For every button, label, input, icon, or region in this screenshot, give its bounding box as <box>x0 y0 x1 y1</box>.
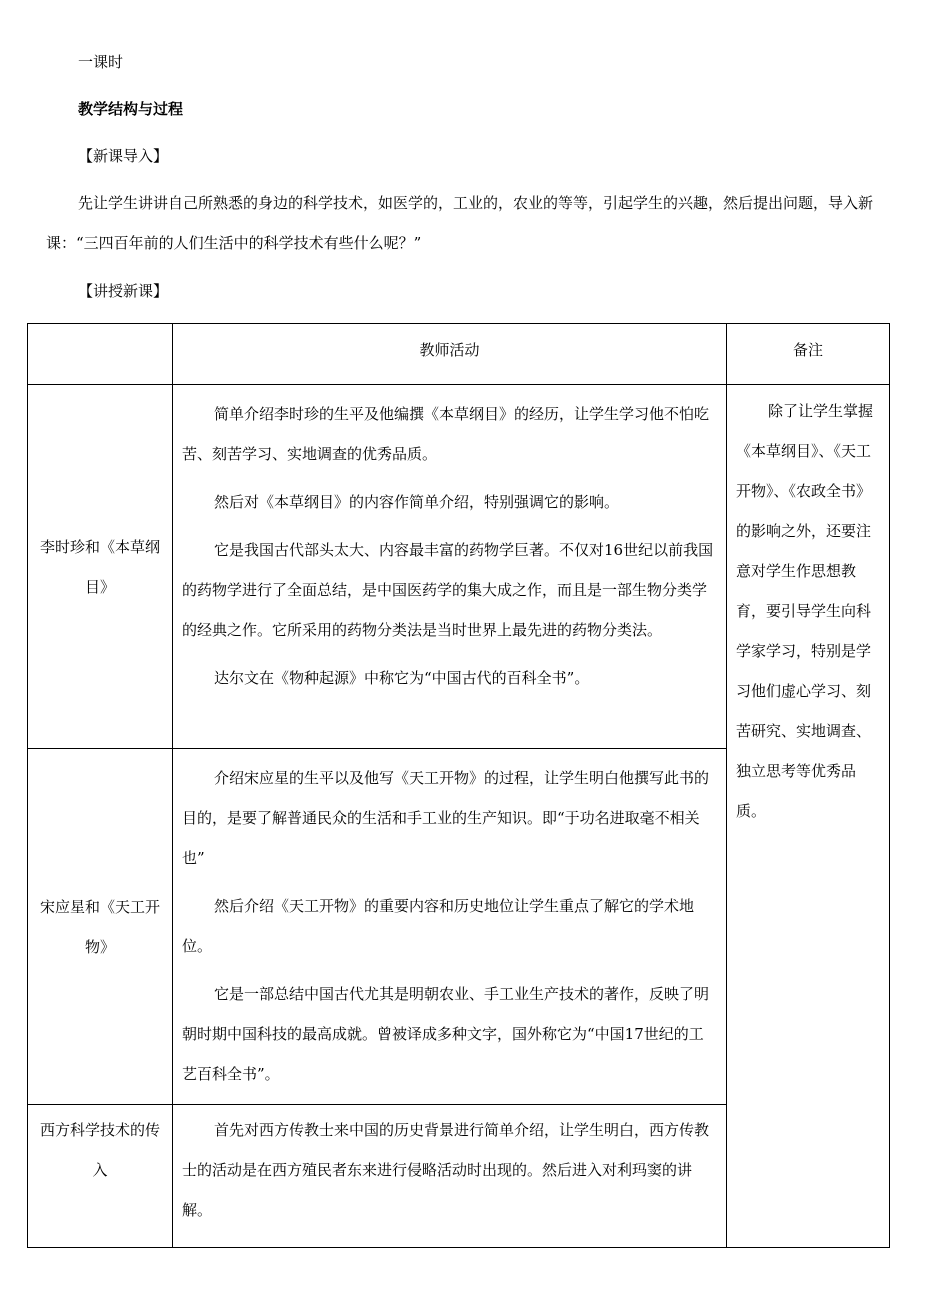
activity-paragraph: 它是一部总结中国古代尤其是明朝农业、手工业生产技术的著作，反映了明朝时期中国科技的最高成就。曾被译成多种文字，国外称它为“中国17世纪的工艺百科全书”。 <box>182 985 710 1083</box>
header-teacher-activity: 教师活动 <box>419 341 480 359</box>
activity-paragraph: 然后介绍《天工开物》的重要内容和历史地位让学生重点了解它的学术地位。 <box>182 897 695 955</box>
notes-cell <box>727 385 890 1248</box>
activity-cell <box>173 385 727 749</box>
activity-paragraph: 然后对《本草纲目》的内容作简单介绍，特别强调它的影响。 <box>214 493 620 511</box>
activity-cell <box>173 749 727 1105</box>
topic-cell <box>28 385 173 749</box>
header-notes: 备注 <box>792 341 823 359</box>
activity-paragraph: 它是我国古代部头太大、内容最丰富的药物学巨著。不仅对16世纪以前我国的药物学进行了全面总结，是中国医药学的集大成之作，而且是一部生物分类学的经典之作。它所采用的药物分类法是当时世界上最先进的药物分类法。 <box>182 541 714 639</box>
topic-label: 李时珍和《本草纲目》 <box>40 537 161 596</box>
notes-text: 除了让学生掌握《本草纲目》、《天工开物》、《农政全书》的影响之外，还要注意对学生作思想教育，要引导学生向科学家学习，特别是学习他们虚心学习、刻苦研究、实地调查、独立思考等优秀品质。 <box>736 402 874 820</box>
activity-paragraph: 介绍宋应星的生平以及他写《天工开物》的过程，让学生明白他撰写此书的目的，是要了解普通民众的生活和手工业的生产知识。即“于功名进取毫不相关也” <box>182 769 710 867</box>
header-cell-topic <box>28 324 173 385</box>
activity-paragraph: 达尔文在《物种起源》中称它为“中国古代的百科全书”。 <box>214 669 590 687</box>
activity-paragraph: 首先对西方传教士来中国的历史背景进行简单介绍，让学生明白，西方传教士的活动是在西方殖民者东来进行侵略活动时出现的。然后进入对利玛窦的讲解。 <box>182 1121 710 1219</box>
intro-paragraph: 先让学生讲讲自己所熟悉的身边的科学技术，如医学的，工业的，农业的等等，引起学生的兴趣，然后提出问题，导入新课：“三四百年前的人们生活中的科学技术有些什么呢？” <box>46 194 874 252</box>
teach-heading: 【讲授新课】 <box>78 282 169 300</box>
header-cell-notes <box>727 324 890 385</box>
activity-paragraph: 简单介绍李时珍的生平及他编撰《本草纲目》的经历，让学生学习他不怕吃苦、刻苦学习、实地调查的优秀品质。 <box>182 405 710 463</box>
activity-cell <box>173 1105 727 1248</box>
intro-heading: 【新课导入】 <box>78 147 169 165</box>
section-title: 教学结构与过程 <box>78 100 184 118</box>
lesson-table <box>27 323 890 1248</box>
table-header-row <box>28 324 890 385</box>
header-cell-teacher-activity <box>173 324 727 385</box>
table-row <box>28 385 890 749</box>
lesson-duration: 一课时 <box>78 53 124 71</box>
topic-cell <box>28 1105 173 1248</box>
topic-label: 西方科学技术的传入 <box>40 1121 161 1179</box>
topic-cell <box>28 749 173 1105</box>
topic-label: 宋应星和《天工开物》 <box>40 897 161 956</box>
